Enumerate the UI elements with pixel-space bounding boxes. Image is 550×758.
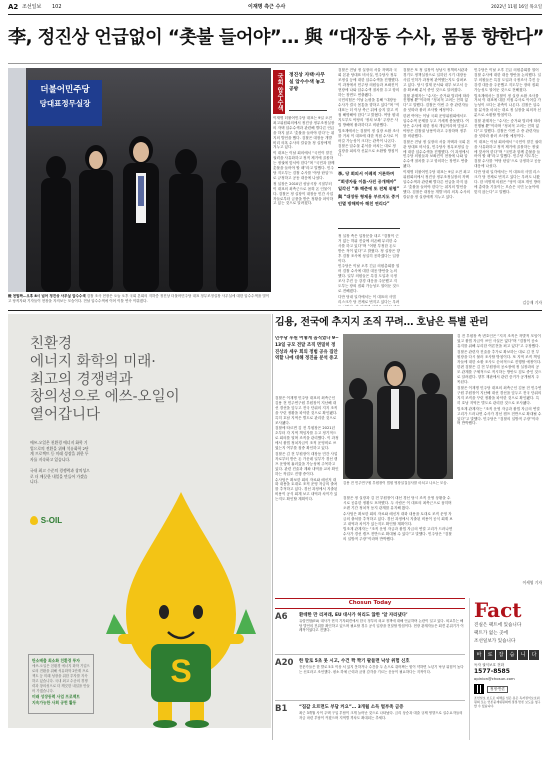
photo1-caption [8, 294, 271, 308]
ad-info-box [28, 654, 94, 714]
teaser-title: “집값 오르면도 부담 커요”… 3개월 소득 벌부족 금증 [299, 705, 404, 710]
teaser-title: 환데한 만 리져래, EU 대사가 허리도 않한 ‘알 자라냈다’ [299, 613, 408, 618]
teaser-divider [275, 700, 465, 701]
paragraph: 검찰 관계자는 “수사는 증거와 법리에 따라 진행될 뿐”이라며 “정치적 고려는 전혀 없다”고 말했다. 검찰은 이번 주 중 관련자들을 잇따라 불러 조사할 예정이다. [403, 93, 470, 113]
paragraph: 한편 검찰은 김 전 부원장의 공소장에 정 실장과의 공모 관계를 구체적으로 적시하는 방안도 검토 중인 것으로 알려졌다. 향후 재판에서 관련 증거가 공개될지 주목된다. [457, 365, 542, 385]
paragraph: 이 대표는 이날 회의에서 “국민이 맡긴 권력을 사유화하고 정적 제거에 골몰하는 정권에 맞서야 한다”며 “국민과 함께 촛불을 들어야 할 때”라고 말했다. 민주당 지도부는 검찰 수사를 ‘야당 탄압’으로 규정하고 공동 대응에 나섰다. [474, 139, 542, 169]
fact-letter-boxes [474, 650, 542, 660]
wall-panel [8, 68, 26, 292]
soil-advertisement [8, 314, 271, 728]
paragraph: 검찰은 정 실장과 김 전 부원장이 대선 경선 당시 조직 운영 상황을 수시로 공유한 정황도 포착했다. 두 사람은 이 대표의 최측근으로 꼽히며 오랜 기간 정치적 동지 관계를 유지해 왔다. [343, 496, 452, 510]
paragraph: 법조계에서는 검찰이 정 실장 소환 조사를 거쳐 이 대표에 대한 직접 수사로 이어갈 가능성이 크다는 관측이 나온다. 검찰은 압수물 분석을 마치는 대로 정 실장을 피의자 신분으로 소환할 방침이다. [338, 128, 400, 158]
fact-letter: 습 [507, 650, 517, 660]
paragraph: 김 전 부원장 측 변호인은 “지지 조직은 자발적 모임이었고 불법 자금이 쓰인 사실은 없다”며 “검찰이 공소 유지를 위해 무리한 여론전을 펴고 있다”고 주장했다. [457, 334, 541, 348]
story2-col3 [457, 334, 542, 586]
paragraph: 이재명 더불어민주당 대표는 9일 오전 최고위원회의에서 정진상 정무조정실장의 자택 압수수색과 관련해 별다른 언급을 하지 않고 ‘촛불을 들어야 한다’는 취지의 발언을 했다. 검찰은 대장동 개발 비리 의혹 수사의 칼끝을 정 실장에게 겨누고 있다. [403, 170, 470, 199]
teaser-divider [275, 654, 465, 655]
story2-byline: 이세영 기자 [522, 580, 542, 585]
paragraph: 한편 여야는 이날 국회 운영위원회에서도 압수수색 문제를 두고 거세게 충돌했다. 여당은 수사에 대한 정치 개입이라며 맞섰고 야당은 검찰권 남용이라고 주장하며 정부를 비판했다. [403, 114, 469, 138]
fact-letter: 바 [474, 650, 484, 660]
paragraph: 법조계 관계자는 “조직 운영 자금과 불법 자금의 연결 고리가 드러나면 수사가 경선 캠프 전반으로 확대될 수 있다”고 말했다. 민주당은 “검찰의 일방적 주장”이라며 반박했다. [343, 527, 453, 542]
header-date: 2022년 11월 16일 목요일 [491, 5, 542, 10]
fact-phone-label: 독자 권익보호 전화 [474, 663, 505, 667]
ad-box-line: 미래 성장동력 사업 프로젝트 [32, 694, 80, 699]
story1-byline: 김승재 기자 [522, 300, 542, 305]
news-photo-kim-yong [343, 334, 453, 479]
teaser-title: 한 말로 5초 못 시고, 수건 짝 짝기 팔들면 낙상 위험 신호 [299, 659, 410, 664]
teaser-item-a20[interactable] [275, 658, 465, 698]
story1-subhead: 정진상 자택·사무실 압수수색 놓고 공방 [289, 73, 325, 92]
teaser-text: 유럽연합(EU) 대사가 현지 기자회견에서 한국 정부의 외교 정책에 대해 언급하며 논란이 일고 있다. 외교부는 해당 발언의 진위를 확인하고 있으며 필요할 경우 공식 입장을 전달할 방침이다. 현장 관계자들은 회견 분위기가 이례적이었다고 전했다. [299, 619, 464, 633]
fact-letter: 잡 [496, 650, 506, 660]
qr-code-icon[interactable] [474, 684, 484, 694]
party-sign [28, 80, 102, 126]
fact-note: 조선일보 보도로 피해를 입은 분은 독자권익보호위원회 또는 언론중재위원회에 정정·반론 보도를 청구할 수 있습니다. [474, 696, 541, 709]
paragraph: 검찰은 이재명 민주당 대표의 최측근인 김용 전 민주연구원 부원장이 지난해 대선 경선을 앞두고 전국 단위의 지지 조직을 꾸린 정황을 파악한 것으로 확인됐다. 특히 호남 지역은 별도로 관리한 것으로 조사됐다. [275, 396, 338, 425]
logo-drop-icon [30, 516, 38, 525]
paragraph: 이 대표는 이날 회의에서 “국민이 맡긴 권력을 사유화하고 정적 제거에 골몰하는 정권에 맞서야 한다”며 “국민과 함께 촛불을 들어야 할 때”라고 말했다. 민주당 지도부는 검찰 수사를 ‘야당 탄압’으로 규정하고 공동 대응에 나섰다. [273, 151, 335, 180]
kim-yong-figures [343, 334, 453, 479]
paragraph: 검찰은 이재명 민주당 대표의 최측근인 김용 전 민주연구원 부원장이 지난해 대선 경선을 앞두고 전국 단위의 지지 조직을 꾸린 정황을 파악한 것으로 확인됐다. 특히 호남 지역은 별도로 관리한 것으로 조사됐다. [457, 386, 542, 405]
paragraph: 국민의힘은 이날 논평을 통해 “대장동 수사가 결국 몸통을 향하고 있다”며 “이 대표는 더 이상 측근 뒤에 숨지 말고 직접 해명해야 한다”고 밝혔다. 여당 원내 지도부도 야당의 ‘정치 보복’ 주장은 사법 방해에 불과하다고 비판했다. [338, 98, 400, 127]
section-kicker-box: 국회 압수수색 [273, 70, 285, 114]
paragraph: 정 실장은 2010년 성남시장 시절부터 이 대표의 최측근으로 꼽혀 온 인물이다. 검찰은 정 실장이 대장동 민간 사업자들로부터 금품을 받은 정황을 파악하고 있는 것으로 알려졌다. [273, 181, 334, 206]
story1-col5 [474, 68, 542, 298]
paragraph: 법조계에서는 검찰이 정 실장 소환 조사를 거쳐 이 대표에 대한 직접 수사로 이어갈 가능성이 크다는 관측이 나온다. 검찰은 압수물 분석을 마치는 대로 정 실장을 피의자 신분으로 소환할 방침이다. [474, 93, 542, 118]
subhead-rule [289, 110, 327, 111]
paragraph: 이재명 더불어민주당 대표는 9일 오전 최고위원회의에서 정진상 정무조정실장의 자택 압수수색과 관련해 별다른 언급을 하지 않고 ‘촛불을 들어야 한다’는 취지의 발언을 했다. 검찰은 대장동 개발 비리 의혹 수사의 칼끝을 정 실장에게 겨누고 있다. [273, 116, 335, 150]
story1-col4 [403, 68, 470, 306]
fact-box [469, 598, 542, 740]
story2-subhead: 민주당 후원 어떻게 움직였나 9~13일 규모 전달 조직 면밀히 정진상과 세우 회의 정범 공유 집안 역할 나에 대해 정진을 분석 중고 [275, 336, 339, 362]
page-number: A2 [8, 3, 19, 11]
headline-rule [8, 63, 542, 64]
logo-text: S-OIL [40, 516, 63, 525]
paragraph: 정 실장 측은 입장문을 내고 “검찰이 근거 없는 허위 진술에 의존해 무리한 수사를 하고 있다”며 “어떤 부정한 돈도 받은 적이 없다”고 밝혔다. 정 실장은 향후 검찰 조사에 성실히 응하겠다는 입장이다. [338, 234, 400, 263]
fact-logo: Fact [474, 598, 522, 622]
paper-number: 102 [52, 4, 62, 10]
column-rule [272, 314, 273, 740]
paragraph: 수사팀은 확보한 회의 자료와 메신저 대화 내용을 토대로 조직 운영 자금의 출처를 추적하고 있다. 경선 과정에서 지출된 비용이 공식 회계 보고 내역과 차이가 있는지도 확인할 계획이다. [275, 477, 338, 502]
story1-col2 [338, 68, 400, 164]
teaser-text: 전문가들은 한 발로 5초 이상 서 있지 못하거나 수건을 두 손으로 쥐어짜는 힘이 약하면 노년기 낙상 위험이 높다는 신호라고 조언했다. 평소 하체 근력과 균형 감각을 기르는 운동이 필요하다는 지적이다. [299, 665, 464, 674]
ad-box-line: 지속가능한 사회 공헌 활동 [32, 700, 77, 705]
fact-line: 팩트가 없는 곳에 [474, 631, 508, 636]
section-divider [8, 310, 542, 311]
ad-box-line: 탄소배출 최소화 친환경 투자 [32, 658, 80, 663]
paper-name: 조선일보 [22, 4, 42, 10]
soil-mascot [96, 484, 266, 728]
teaser-page: A20 [275, 658, 294, 668]
paragraph: 검찰은 김 전 부원장이 대장동 민간 사업자로부터 받은 돈 가운데 일부가 경선 캠프 운영에 흘러갔을 가능성에 주목하고 있다. 관련 진술과 계좌 내역을 교차 확인하는 작업도 진행 중이다. [275, 451, 339, 476]
paragraph: 법조계 관계자는 “조직 운영 자금과 불법 자금의 연결 고리가 드러나면 수사가 경선 캠프 전반으로 확대될 수 있다”고 말했다. 민주당은 “검찰의 일방적 주장”이라며 반박했다. [457, 406, 542, 426]
qr-label: 정정·반론 [487, 686, 508, 693]
paragraph: 민주당은 이날 오후 긴급 의원총회를 열어 검찰 수사에 대한 대응 방안을 논의했다. 일부 의원들은 특검 도입과 국정조사 추진 등 강경 대응을 주문했고 지도부는 장외 집회 가능성도 열어둔 것으로 전해졌다. [474, 68, 542, 92]
story1-quote-subhead: 李, 당 회의서 이례적 거론하며 “회생자들 이름·사진 공개해야” 일각선 “李 해준에 또 전체 위협” 與 “대장동 형제용 부르지도 증거인멸 방해막아 해친 연리다” [338, 167, 400, 229]
paragraph: 검찰은 전날 정 실장의 서울 자택과 국회 본관 당대표 비서실, 민주당사 정무조정실 등에 대한 압수수색을 진행했다. 이 과정에서 민주당 의원들과 보좌진이 현장에 나와 압수수색 절차를 두고 항의하는 장면도 연출됐다. [403, 139, 470, 169]
mascot-drop-character [96, 484, 266, 728]
teaser-item-a6[interactable] [275, 612, 465, 652]
party-sign-bottom: 당대표정무실장 [39, 99, 91, 108]
fact-phone[interactable]: 1577-8585 [474, 668, 510, 675]
story2-col2 [343, 496, 453, 586]
ad-body: 에쓰-오일은 친환경 에너지 화학 기업으로의 전환을 위해 석유화학 2단계 프로젝트 등 미래 성장을 위한 투자를 지속하고 있습니다. 국내 최고 수준의 경쟁력과 창의성으로 더 깨끗한 내일을 만들어 가겠습니다. [30, 440, 90, 485]
fact-letter: 다 [529, 650, 539, 660]
main-headline: 李, 정진상 언급없이 “촛불 들어야”… 與 “대장동 수사, 몸통 향한다” [8, 27, 544, 48]
ad-box-text: 에쓰-오일은 친환경 에너지 화학 기업으로의 전환을 위해 석유화학 2단계 프로젝트 등 미래 성장을 위한 투자를 지속하고 있습니다. 국내 최고 수준의 경쟁력과 창의성으로 더 깨끗한 내일을 만들어 가겠습니다. [32, 664, 90, 693]
fact-email[interactable]: opinion@chosun.com [474, 676, 515, 681]
story2-headline: 김용, 전국에 추지지 조직 꾸려… 호남은 특별 관리 [275, 317, 489, 328]
teaser-item-b1[interactable] [275, 704, 465, 740]
fact-letter: 로 [485, 650, 495, 660]
paragraph: 수사팀은 확보한 회의 자료와 메신저 대화 내용을 토대로 조직 운영 자금의 출처를 추적하고 있다. 경선 과정에서 지출된 비용이 공식 회계 보고 내역과 차이가 있는지도 확인할 계획이다. [343, 511, 453, 526]
chosun-today-header: Chosun Today [275, 598, 465, 609]
soil-logo [30, 516, 90, 530]
crowd-silhouettes [26, 128, 271, 292]
paragraph: 검찰은 또 정 실장이 성남시 정책비서관과 경기도 정책실장으로 일하던 시기 대장동 사업 인허가 과정에 관여했는지도 살펴보고 있다. 당시 결재 문서와 내부 보고서 등을 확보해 분석 중인 것으로 알려졌다. [403, 68, 468, 92]
paragraph: 검찰은 전날 정 실장의 서울 자택과 국회 본관 당대표 비서실, 민주당사 정무조정실 등에 대한 압수수색을 진행했다. 이 과정에서 민주당 의원들과 보좌진이 현장에 나와 압수수색 절차를 두고 항의하는 장면도 연출됐다. [338, 68, 400, 97]
header-rule [8, 14, 542, 15]
crowd-figures [26, 128, 271, 292]
news-photo-press-room [8, 68, 271, 292]
story2-photo-caption: 김용 전 민주연구원 부원장이 법원 영장실질심사를 마치고 나오는 모습. [343, 481, 448, 485]
section-title: 이재명 측근 수사 [248, 4, 286, 10]
paragraph: 민주당은 이날 오후 긴급 의원총회를 열어 검찰 수사에 대한 대응 방안을 논의했다. 일부 의원들은 특검 도입과 국정조사 추진 등 강경 대응을 주문했고 지도부는 장외 집회 가능성도 열어둔 것으로 전해졌다. [338, 264, 400, 293]
paragraph: 검찰은 관련자 진술을 추가로 확보하는 대로 김 전 부원장을 다시 불러 조사할 방침이다. 또 지역 조직 책임자들에 대한 소환 조사도 순차적으로 진행할 예정이다. [457, 349, 542, 364]
fact-line: 진실은 팩트에 있습니다 [474, 623, 522, 628]
fact-letter: 니 [518, 650, 528, 660]
story1-col3 [338, 234, 400, 306]
teaser-text: 최근 3개월 사이 주택 구입 부담이 크게 늘어난 것으로 나타났다. 금리 상승과 대출 규제 영향으로 실수요자들의 자금 마련 부담이 커졌으며 지역별 격차도 확대되는 추세다. [299, 711, 463, 720]
page-header [8, 2, 542, 13]
teaser-page: A6 [275, 612, 288, 622]
fact-line: 조선일보가 있습니다 [474, 639, 516, 644]
story1-col1 [273, 116, 335, 306]
fact-qr-row [474, 684, 542, 694]
story2-col1 [275, 396, 339, 586]
paragraph: 다만 당내 일각에서는 이 대표의 사법 리스크가 당 전체로 번지고 있다는 우려도 나왔다. 한 비명계 의원은 “당이 대표 개인 방어에 총력을 기울이는 모습은 국민 눈높이에 맞지 않는다”고 말했다. [474, 170, 541, 194]
mascot-apron-letter: S [170, 653, 192, 689]
paragraph: 검찰 관계자는 “수사는 증거와 법리에 따라 진행될 뿐”이라며 “정치적 고려는 전혀 없다”고 말했다. 검찰은 이번 주 중 관련자들을 잇따라 불러 조사할 예정이다. [474, 119, 541, 138]
paragraph: 다만 당내 일각에서는 이 대표의 사법 리스크가 당 전체로 번지고 있다는 우려 [338, 294, 400, 304]
ad-title: 친환경 에너지 화학의 미래· 최고의 경쟁력과 창의성으로 에쓰-오일이 열어갑니다 [30, 336, 180, 424]
paragraph: 검찰에 따르면 김 전 부원장은 2021년 초부터 각 지역 책임자를 두고 정기적으로 회의를 열며 조직을 관리했다. 이 과정에서 불법 정치자금이 조직 운영비로 쓰였는지 여부를 집중 확인하고 있다. [275, 426, 339, 451]
photo1-caption-text: 검찰 조사 현장은 오늘 오후 국회 본회의 지하층 정진상 더불어민주당 대표 정무조정실장 사무실에 대한 압수수색을 벌이고 당직자와 기자들이 현장을 지켜보는 모습이다. 전날 압수수색에 이어 이틀 연속 이뤄졌다. [8, 294, 270, 303]
party-sign-top: 더불어민주당 [40, 85, 90, 95]
photo1-caption-bold: 檢 천말짜…오후 8시 넘어 정진상 사무실 압수수색 [8, 294, 86, 298]
teaser-page: B1 [275, 704, 288, 714]
